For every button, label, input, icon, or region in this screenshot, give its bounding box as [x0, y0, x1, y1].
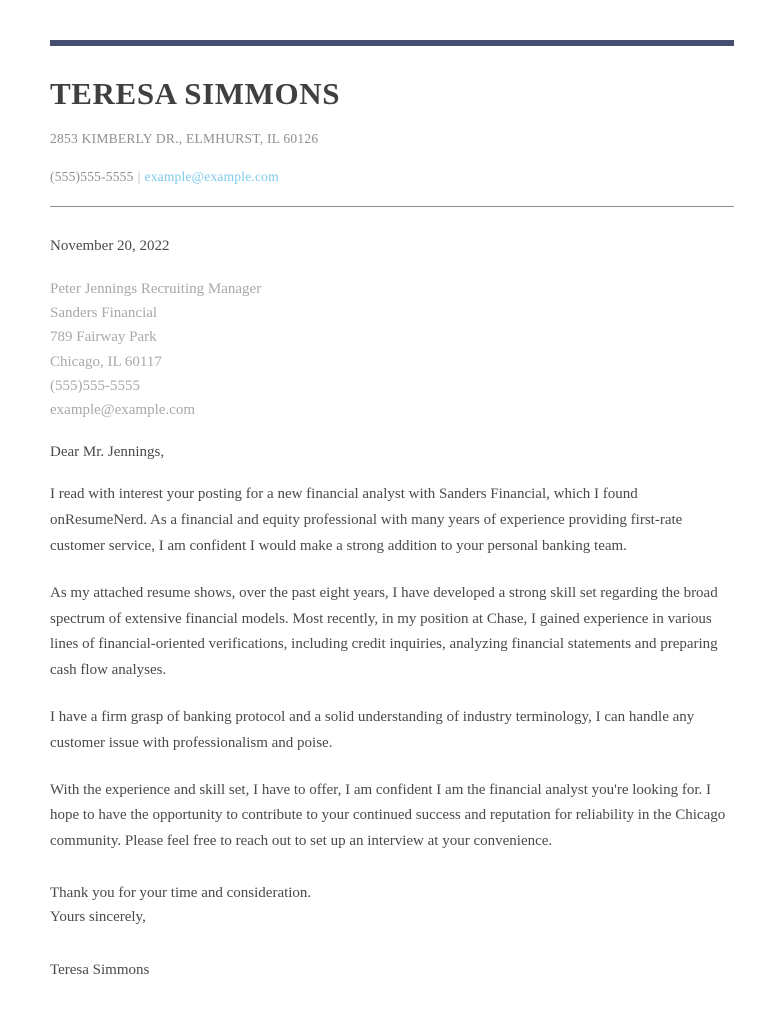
- closing-valediction: Yours sincerely,: [50, 909, 146, 926]
- contact-separator: |: [137, 168, 141, 184]
- body-paragraph: I read with interest your posting for a new financial analyst with Sanders Financial, which I found onResumeNerd. As a financial and equity professional with many years of experience providing first-rate customer service, I am confident I would make a strong addition to your personal banking team.: [50, 486, 683, 555]
- candidate-contact-line: [50, 169, 734, 185]
- letter-date: November 20, 2022: [50, 237, 170, 254]
- recipient-line: Peter Jennings Recruiting Manager: [50, 280, 262, 297]
- recipient-line: Sanders Financial: [50, 304, 158, 321]
- salutation: Dear Mr. Jennings,: [50, 444, 165, 461]
- recipient-line: example@example.com: [50, 402, 196, 419]
- body-paragraph: With the experience and skill set, I have to offer, I am confident I am the financial analyst you're looking for. I hope to have the opportunity to contribute to your continued success and reputation for reliability in the Chicago community. Please feel free to reach out to set up an interview at your convenience.: [50, 781, 726, 850]
- recipient-line: Chicago, IL 60117: [50, 353, 162, 370]
- candidate-name: TERESA SIMMONS: [50, 76, 341, 111]
- header-divider: [50, 206, 734, 207]
- body-paragraph: I have a firm grasp of banking protocol and a solid understanding of industry terminology, I can handle any customer issue with professionalism and poise.: [50, 709, 695, 751]
- recipient-address-block: [50, 277, 734, 423]
- body-paragraph: As my attached resume shows, over the past eight years, I have developed a strong skill set regarding the broad spectrum of extensive financial models. Most recently, in my position at Chase, I gained experience in various lines of financial-oriented verifications, including credit inquiries, analyzing financial statements and preparing cash flow analyses.: [50, 584, 718, 679]
- candidate-email-link[interactable]: example@example.com: [144, 168, 279, 184]
- letter-content: [50, 40, 734, 979]
- closing-thanks: Thank you for your time and consideration.: [50, 884, 312, 901]
- candidate-address: 2853 KIMBERLY DR., ELMHURST, IL 60126: [50, 130, 319, 146]
- letterhead: [50, 46, 734, 185]
- signature-name: Teresa Simmons: [50, 961, 150, 978]
- recipient-line: 789 Fairway Park: [50, 329, 157, 346]
- recipient-line: (555)555-5555: [50, 377, 140, 394]
- closing-block: [50, 881, 734, 930]
- candidate-phone: (555)555-5555: [50, 168, 134, 184]
